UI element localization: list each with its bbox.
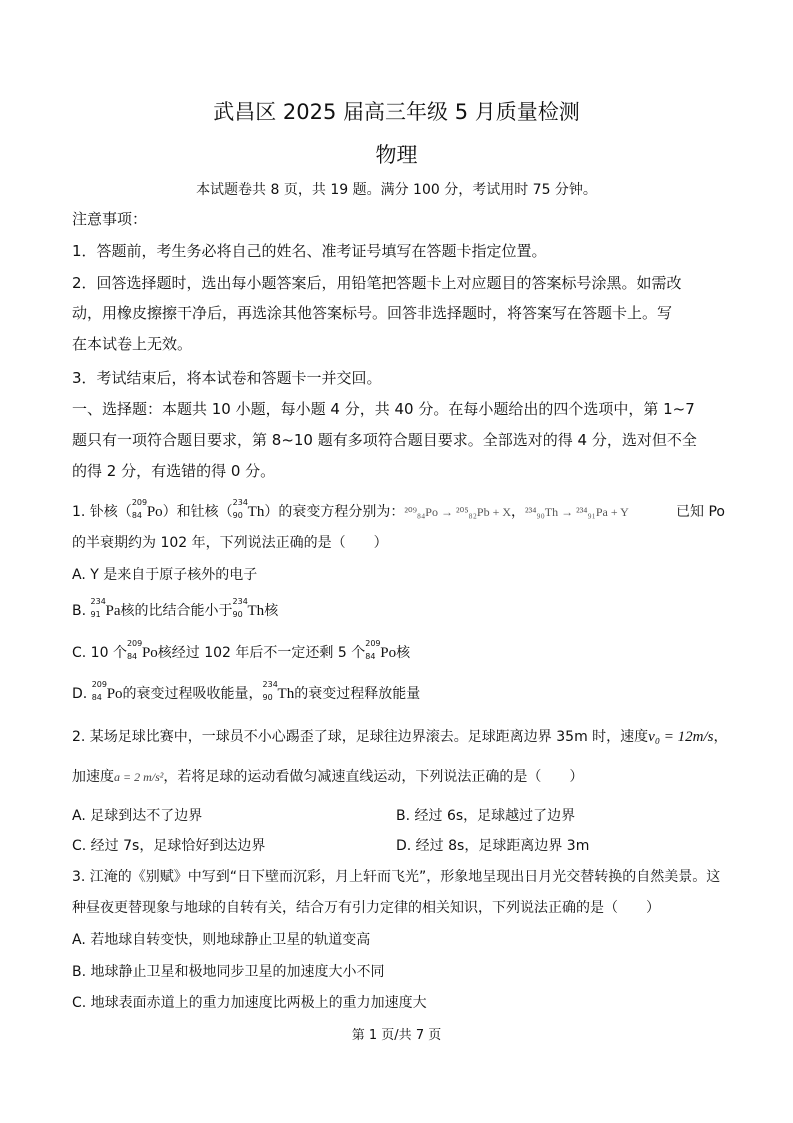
nuclide-pa-icon: 234 91 Pa [90,596,121,619]
notice-2-line-1: 2．回答选择题时，选出每小题答案后，用铅笔把答题卡上对应题目的答案标号涂黑。如需改 [72,274,682,292]
nuclide-th-icon: 234 90 Th [232,497,265,520]
section1-line-3: 的得 2 分，有选错的得 0 分。 [72,462,276,480]
q1-option-b: B. 234 91 Pa核的比结合能小于 234 90 Th核 [72,596,279,619]
notice-2-line-3: 在本试卷上无效。 [72,335,193,353]
q1-line-1 [72,497,629,521]
q1-option-c: C. 10 个 209 84 Po核经过 102 年后不一定还剩 5 个 209 84 Po核 [72,638,411,661]
subject-title: 物理 [375,143,418,167]
q2-line-2: 加速度a = 2 m/s²，若将足球的运动看做匀减速直线运动，下列说法正确的是（ ） [72,769,584,785]
q2-option-a: A. 足球到达不了边界 [72,808,203,824]
q1-text-4: 已知 Po [676,504,725,520]
section1-line-1: 一、选择题：本题共 10 小题，每小题 4 分，共 40 分。在每小题给出的四个选项中，第 1~7 [72,400,695,418]
page-title: 武昌区 2025 届高三年级 5 月质量检测 [213,100,580,124]
nuclide-po-icon: 209 84 Po [126,638,158,661]
q3-option-c: C. 地球表面赤道上的重力加速度比两极上的重力加速度大 [72,995,427,1011]
notice-heading: 注意事项： [72,210,148,228]
page-footer: 第 1 页/共 7 页 [351,1028,442,1043]
nuclide-th-icon: 234 90 Th [232,596,265,619]
q1-comma: ， [511,504,526,520]
q2-option-d: D. 经过 8s，足球距离边界 3m [396,838,590,854]
nuclide-po-icon: 209 84 Po [365,638,397,661]
q2-acceleration: a = 2 m/s² [114,770,164,784]
nuclide-th-icon: 234 90 Th [262,679,295,702]
q3-option-a: A. 若地球自转变快，则地球静止卫星的轨道变高 [72,932,371,948]
q2-option-c: C. 经过 7s，足球恰好到达边界 [72,838,266,854]
q1-text-2: ）和钍核（ [162,504,233,520]
nuclide-po-icon: 209 84 Po [91,679,123,702]
q2-option-b: B. 经过 6s，足球越过了边界 [396,808,576,824]
q1-option-a: A. Y 是来自于原子核外的电子 [72,567,258,583]
q1-equation-1: ²⁰⁹₈₄Po → ²⁰⁵₈₂Pb + X [404,505,512,519]
section1-line-2: 题只有一项符合题目要求，第 8~10 题有多项符合题目要求。全部选对的得 4 分，选对但不全 [72,431,697,449]
q1-line-2: 的半衰期约为 102 年，下列说法正确的是（ ） [72,535,388,551]
q2-v0: v₀ = 12m/s [648,729,714,745]
nuclide-po-icon: 209 84 Po [131,497,163,520]
notice-1: 1．答题前，考生务必将自己的姓名、准考证号填写在答题卡指定位置。 [72,242,547,260]
q1-text-1: 1. 钋核（ [72,504,132,520]
q1-text-3: ）的衰变方程分别为： [264,504,405,520]
q1-option-d: D. 209 84 Po的衰变过程吸收能量， 234 90 Th的衰变过程释放能量 [72,679,421,702]
q3-line-1: 3. 江淹的《别赋》中写到“日下壁而沉彩，月上轩而飞光”，形象地呈现出日月光交替转换的自然美景。这 [72,869,721,885]
q2-line-1: 2. 某场足球比赛中，一球员不小心踢歪了球，足球往边界滚去。足球距离边界 35m 时，速度v₀ = 12m/s， [72,729,728,745]
q3-line-2: 种昼夜更替现象与地球的自转有关，结合万有引力定律的相关知识，下列说法正确的是（ ） [72,900,660,916]
exam-intro: 本试题卷共 8 页，共 19 题。满分 100 分，考试用时 75 分钟。 [196,182,597,198]
q3-option-b: B. 地球静止卫星和极地同步卫星的加速度大小不同 [72,964,385,980]
q1-equation-2: ²³⁴₉₀Th → ²³⁴₉₁Pa + Y [525,505,629,519]
notice-3: 3．考试结束后，将本试卷和答题卡一并交回。 [72,369,382,387]
notice-2-line-2: 动，用橡皮擦擦干净后，再选涂其他答案标号。回答非选择题时，将答案写在答题卡上。写 [72,304,673,322]
